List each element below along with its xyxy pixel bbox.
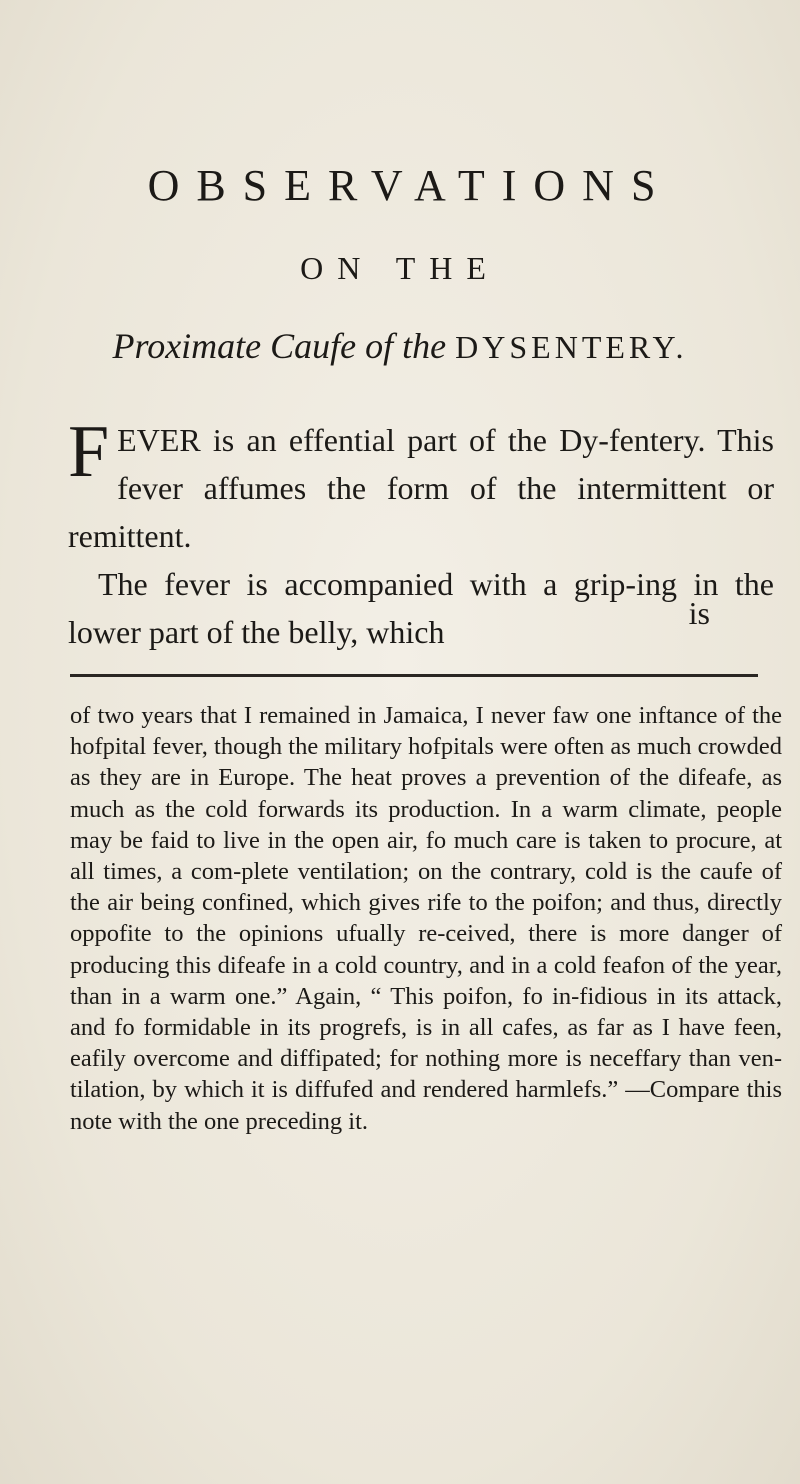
footnote-text: of two years that I remained in Jamaica, I never faw one inftance of the hofpital fever, though the military hofpitals were often as much crowded as they are in Europe. The heat proves a prevention of the difeafe, as much as the cold forwards its production. In a warm climate, people may be faid to live in the open air, fo much care is taken to procure, at all times, a com-plete ventilation; on the contrary, cold is the caufe of the air being confined, which gives rife to the poifon; and thus, directly oppofite to the opinions ufually re-ceived, there is more danger of producing this difeafe in a cold country, and in a cold feafon of the year, than in a warm one.” Again, “ This poifon, fo in-fidious in its attack, and fo formidable in its progrefs, is in all cafes, as far as I have feen, eafily overcome and diffipated; for nothing more is neceffary than ven-tilation, by which it is diffufed and rendered harmlefs.” —Compare this note with the one preceding it. — [70, 702, 782, 1135]
footnote-rule — [70, 674, 758, 677]
title-italic-part: Proximate Caufe of the — [112, 326, 447, 366]
paragraph-1 — [68, 411, 774, 560]
footnote — [70, 700, 782, 1137]
paragraph-1-text: EVER is an effential part of the Dy-fentery. This fever affumes the form of the intermittent or remittent. — [68, 422, 774, 554]
paragraph-2: The fever is accompanied with a grip-ing in the lower part of the belly, which — [68, 566, 774, 650]
catchword: is — [688, 595, 710, 631]
drop-cap: F — [68, 411, 110, 493]
title-observations: OBSERVATIONS — [147, 161, 673, 210]
title-on-the: ON THE — [300, 250, 500, 286]
title-dysentery: DYSENTERY. — [455, 329, 688, 365]
title-proximate-cause — [0, 325, 800, 367]
